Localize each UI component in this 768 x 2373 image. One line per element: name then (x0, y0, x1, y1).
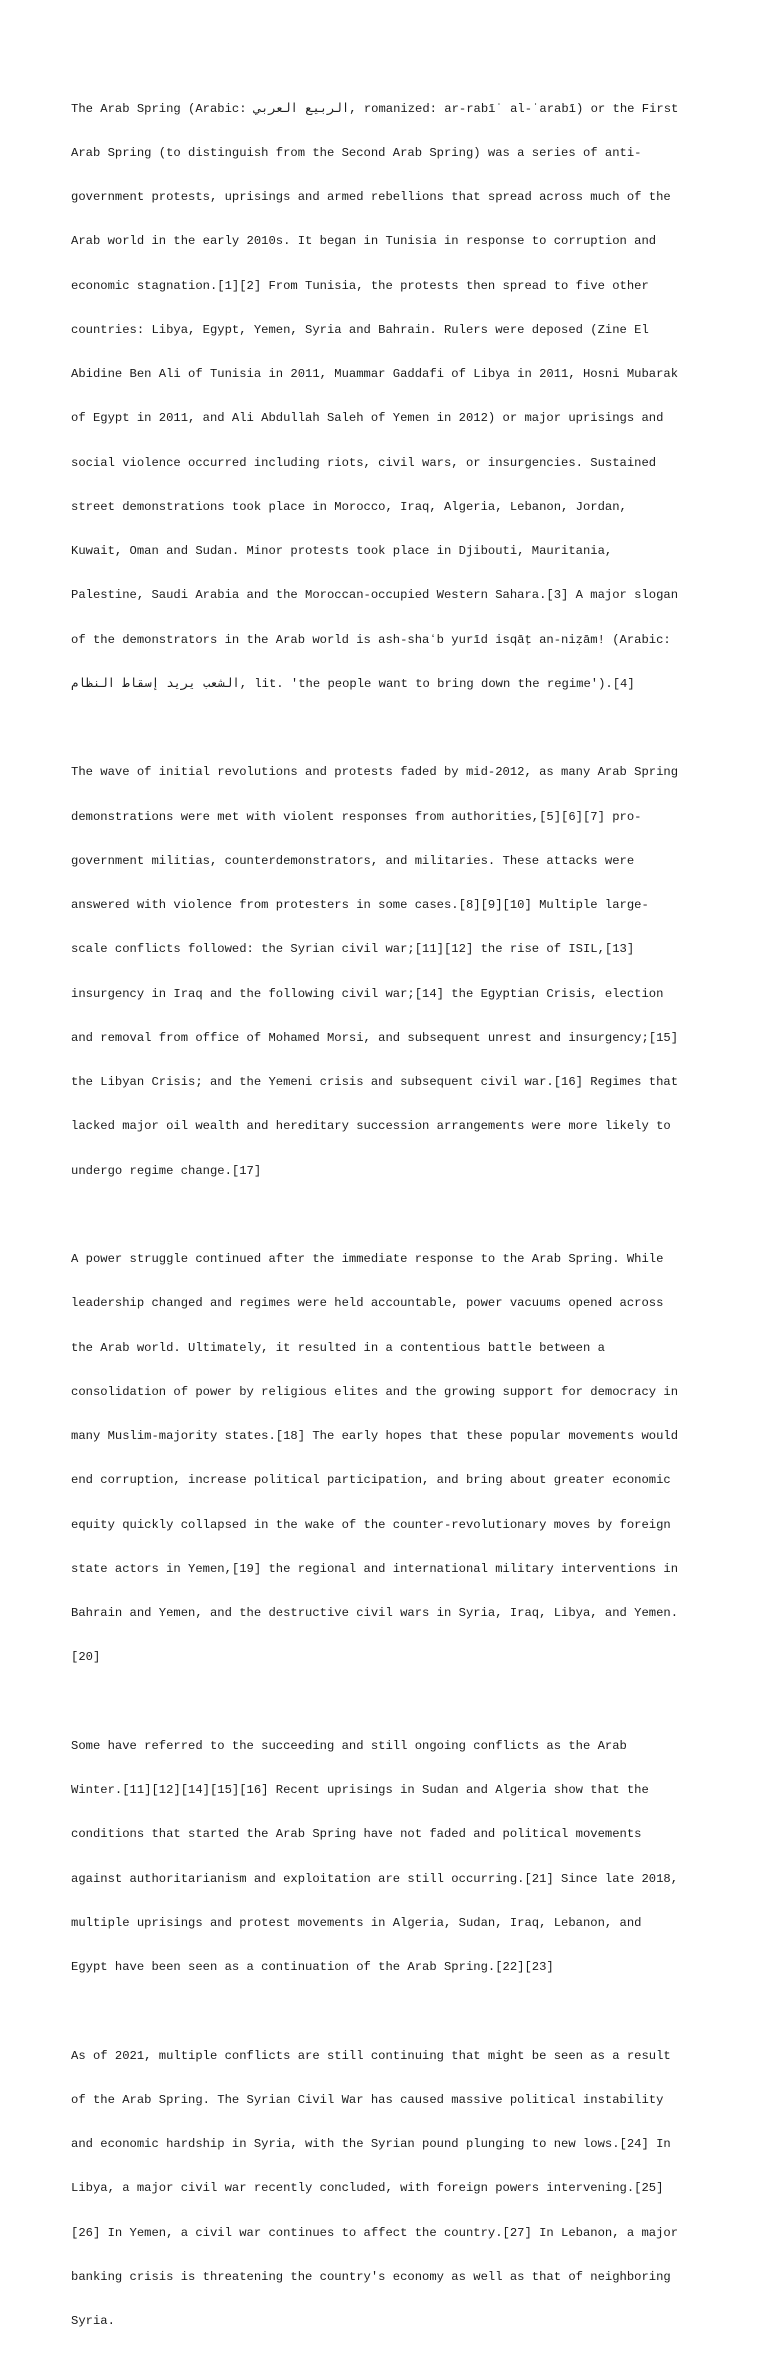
text-line: Egypt have been seen as a continuation of the Arab Spring.[22][23] (71, 1960, 554, 1974)
text-line: Winter.[11][12][14][15][16] Recent uprisings in Sudan and Algeria show that the (71, 1783, 649, 1797)
text-line: demonstrations were met with violent responses from authorities,[5][6][7] pro- (71, 809, 642, 824)
text-line: countries: Libya, Egypt, Yemen, Syria and Bahrain. Rulers were deposed (Zine El (71, 322, 649, 337)
text-line: social violence occurred including riots, civil wars, or insurgencies. Sustained (71, 455, 657, 470)
text-line: government militias, counterdemonstrators, and militaries. These attacks were (71, 853, 635, 868)
text-line: الشعب يريد إسقاط النظام, lit. 'the people want to bring down the regime').[4] (71, 676, 635, 691)
text-line: economic stagnation.[1][2] From Tunisia, the protests then spread to five other (71, 278, 649, 293)
text-line: conditions that started the Arab Spring have not faded and political movements (71, 1827, 642, 1842)
text-line: consolidation of power by religious elites and the growing support for democracy in (71, 1384, 679, 1399)
text-line: Abidine Ben Ali of Tunisia in 2011, Muammar Gaddafi of Libya in 2011, Hosni Mubarak (71, 367, 679, 381)
text-line: leadership changed and regimes were held accountable, power vacuums opened across (71, 1296, 664, 1311)
text-line: The Arab Spring (Arabic: الربيع العربي, romanized: ar-rabīʿ al-ʿarabī) or the First (71, 101, 679, 116)
text-line: of the Arab Spring. The Syrian Civil War has caused massive political instability (71, 2092, 664, 2107)
text-line: end corruption, increase political participation, and bring about greater economic (71, 1473, 671, 1488)
paragraph-5 (71, 2019, 701, 2358)
paragraph-1 (71, 72, 701, 721)
text-line: Arab world in the early 2010s. It began in Tunisia in response to corruption and (71, 234, 657, 249)
text-line: Libya, a major civil war recently concluded, with foreign powers intervening.[25] (71, 2181, 664, 2196)
text-line: the Arab world. Ultimately, it resulted in a contentious battle between a (71, 1340, 605, 1355)
document-body (71, 72, 701, 2373)
text-line: equity quickly collapsed in the wake of the counter-revolutionary moves by foreign (71, 1517, 671, 1532)
text-line: lacked major oil wealth and hereditary succession arrangements were more likely to (71, 1119, 671, 1134)
text-line: against authoritarianism and exploitation are still occurring.[21] Since late 2018, (71, 1871, 679, 1886)
text-line: Some have referred to the succeeding and still ongoing conflicts as the Arab (71, 1738, 627, 1753)
text-line: and removal from office of Mohamed Morsi, and subsequent unrest and insurgency;[15] (71, 1030, 679, 1045)
text-line: Kuwait, Oman and Sudan. Minor protests took place in Djibouti, Mauritania, (71, 544, 613, 558)
text-line: As of 2021, multiple conflicts are still continuing that might be seen as a result (71, 2048, 671, 2063)
text-line: of the demonstrators in the Arab world is ash-shaʻb yurīd isqāṭ an-niẓām! (Arabic: (71, 632, 671, 647)
paragraph-3 (71, 1223, 701, 1695)
text-line: many Muslim-majority states.[18] The early hopes that these popular movements would (71, 1429, 679, 1443)
text-line: the Libyan Crisis; and the Yemeni crisis and subsequent civil war.[16] Regimes that (71, 1075, 679, 1089)
text-line: state actors in Yemen,[19] the regional and international military interventions in (71, 1561, 679, 1576)
text-line: insurgency in Iraq and the following civil war;[14] the Egyptian Crisis, election (71, 986, 664, 1001)
text-line: of Egypt in 2011, and Ali Abdullah Saleh of Yemen in 2012) or major uprisings and (71, 411, 664, 426)
text-line: Bahrain and Yemen, and the destructive civil wars in Syria, Iraq, Libya, and Yemen. (71, 1606, 679, 1620)
text-line: Arab Spring (to distinguish from the Second Arab Spring) was a series of anti- (71, 145, 642, 160)
text-line: Syria. (71, 2314, 115, 2328)
text-line: The wave of initial revolutions and protests faded by mid-2012, as many Arab Spring (71, 765, 679, 780)
text-line: banking crisis is threatening the country's economy as well as that of neighboring (71, 2269, 671, 2284)
text-line: undergo regime change.[17] (71, 1163, 262, 1178)
text-line: multiple uprisings and protest movements in Algeria, Sudan, Iraq, Lebanon, and (71, 1915, 642, 1930)
text-line: [20] (71, 1650, 101, 1665)
paragraph-4 (71, 1709, 701, 2004)
text-line: scale conflicts followed: the Syrian civil war;[11][12] the rise of ISIL,[13] (71, 942, 635, 957)
text-line: and economic hardship in Syria, with the Syrian pound plunging to new lows.[24] In (71, 2137, 671, 2151)
text-line: A power struggle continued after the immediate response to the Arab Spring. While (71, 1252, 664, 1266)
text-line: street demonstrations took place in Morocco, Iraq, Algeria, Lebanon, Jordan, (71, 499, 627, 514)
text-line: answered with violence from protesters in some cases.[8][9][10] Multiple large- (71, 898, 649, 912)
text-line: Palestine, Saudi Arabia and the Moroccan-occupied Western Sahara.[3] A major slogan (71, 588, 679, 603)
text-line: government protests, uprisings and armed rebellions that spread across much of the (71, 190, 671, 204)
paragraph-2 (71, 736, 701, 1208)
text-line: [26] In Yemen, a civil war continues to affect the country.[27] In Lebanon, a major (71, 2225, 679, 2240)
